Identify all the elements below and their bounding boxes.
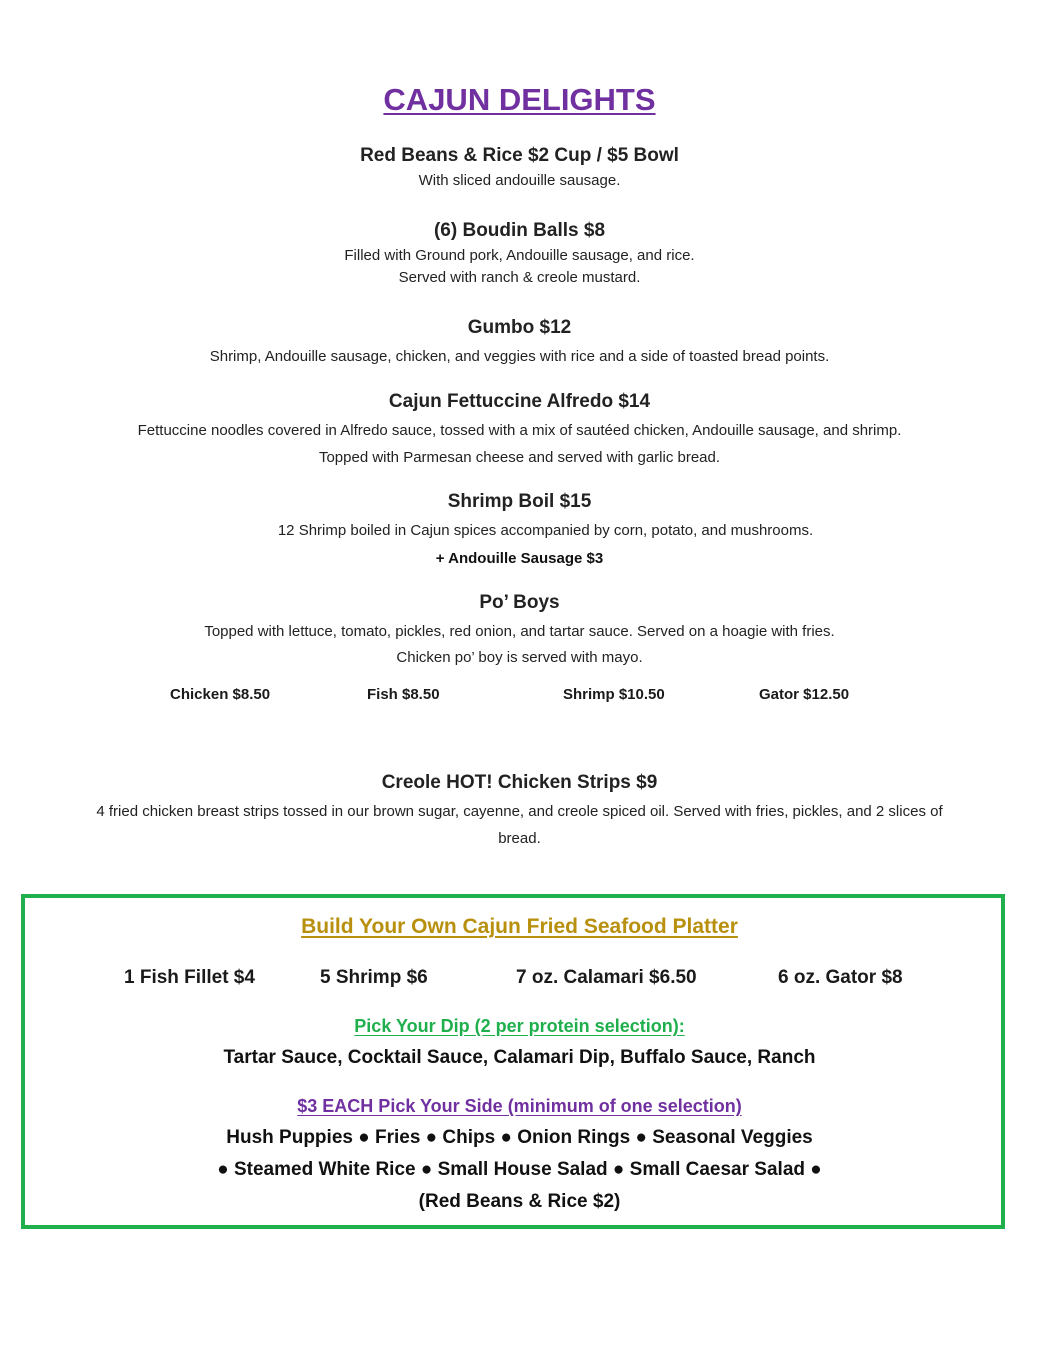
item-name-fettuccine: Cajun Fettuccine Alfredo $14 bbox=[388, 391, 651, 412]
menu-title: CAJUN DELIGHTS bbox=[383, 82, 656, 117]
platter-title: Build Your Own Cajun Fried Seafood Platter bbox=[301, 915, 738, 938]
item-name-red-beans: Red Beans & Rice $2 Cup / $5 Bowl bbox=[360, 145, 679, 166]
item-addon-shrimp-boil: + Andouille Sausage $3 bbox=[435, 550, 604, 567]
item-name-shrimp-boil: Shrimp Boil $15 bbox=[447, 491, 592, 512]
item-desc-shrimp-boil: 12 Shrimp boiled in Cajun spices accompanied by corn, potato, and mushrooms. bbox=[277, 522, 814, 539]
sides-title: $3 EACH Pick Your Side (minimum of one selection) bbox=[297, 1096, 742, 1116]
item-desc-po-boys-1: Topped with lettuce, tomato, pickles, red onion, and tartar sauce. Served on a hoagie with fries. bbox=[204, 623, 835, 640]
po-boy-option-chicken: Chicken $8.50 bbox=[170, 686, 271, 703]
item-desc-chicken-strips-2: bread. bbox=[498, 830, 541, 847]
po-boy-option-fish: Fish $8.50 bbox=[367, 686, 440, 703]
item-desc-fettuccine-1: Fettuccine noodles covered in Alfredo sauce, tossed with a mix of sautéed chicken, Andouille sausage, and shrimp. bbox=[137, 422, 902, 439]
item-desc-red-beans: With sliced andouille sausage. bbox=[418, 172, 621, 189]
item-name-chicken-strips: Creole HOT! Chicken Strips $9 bbox=[381, 772, 658, 793]
dip-title: Pick Your Dip (2 per protein selection): bbox=[354, 1016, 685, 1036]
item-name-boudin-balls: (6) Boudin Balls $8 bbox=[433, 220, 606, 241]
dip-list: Tartar Sauce, Cocktail Sauce, Calamari Dip, Buffalo Sauce, Ranch bbox=[223, 1047, 816, 1068]
item-desc-boudin-balls-1: Filled with Ground pork, Andouille sausage, and rice. bbox=[344, 247, 695, 264]
po-boy-option-gator: Gator $12.50 bbox=[759, 686, 850, 703]
item-desc-fettuccine-2: Topped with Parmesan cheese and served with garlic bread. bbox=[318, 449, 721, 466]
platter-protein-gator: 6 oz. Gator $8 bbox=[778, 967, 903, 988]
item-desc-boudin-balls-2: Served with ranch & creole mustard. bbox=[398, 269, 641, 286]
platter-protein-shrimp: 5 Shrimp $6 bbox=[320, 967, 428, 988]
po-boy-option-shrimp: Shrimp $10.50 bbox=[563, 686, 665, 703]
sides-line-2: ● Steamed White Rice ● Small House Salad ● Small Caesar Salad ● bbox=[217, 1159, 822, 1180]
platter-protein-calamari: 7 oz. Calamari $6.50 bbox=[516, 967, 697, 988]
item-desc-chicken-strips-1: 4 fried chicken breast strips tossed in our brown sugar, cayenne, and creole spiced oil. Served with fries, pickles, and 2 slices of bbox=[96, 803, 943, 820]
item-name-po-boys: Po’ Boys bbox=[479, 592, 560, 613]
item-desc-gumbo: Shrimp, Andouille sausage, chicken, and veggies with rice and a side of toasted bread points. bbox=[209, 348, 830, 365]
sides-line-3: (Red Beans & Rice $2) bbox=[418, 1191, 621, 1212]
platter-protein-fish: 1 Fish Fillet $4 bbox=[124, 967, 255, 988]
item-name-gumbo: Gumbo $12 bbox=[467, 317, 572, 338]
sides-line-1: Hush Puppies ● Fries ● Chips ● Onion Rings ● Seasonal Veggies bbox=[226, 1127, 813, 1148]
item-desc-po-boys-2: Chicken po’ boy is served with mayo. bbox=[396, 649, 643, 666]
